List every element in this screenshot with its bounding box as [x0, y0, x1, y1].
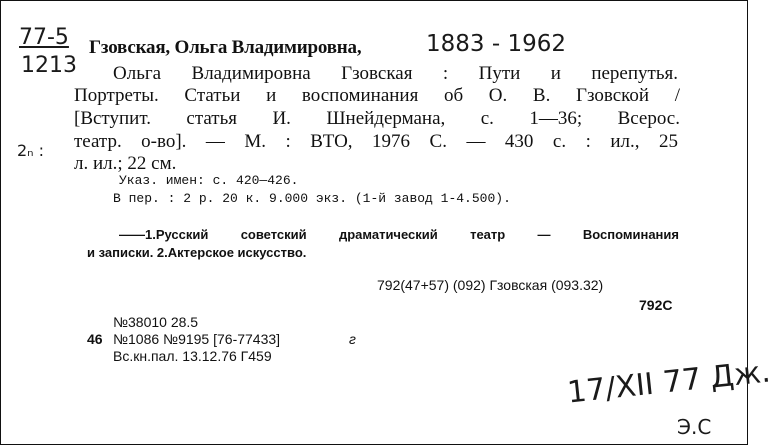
- body-line-3: [Вступит. статья И. Шнейдермана, с. 1—36; Всерос.: [74, 108, 680, 129]
- body-line-5: л. ил.; 22 см.: [74, 153, 177, 174]
- body-line-4: театр. о-во]. — М. : ВТО, 1976 С. — 430 с. : ил., 25: [74, 131, 678, 152]
- record-line-prefix: 46: [87, 331, 103, 347]
- body-line-1: Ольга Владимировна Гзовская : Пути и перепутья.: [113, 63, 678, 84]
- subjects-line-1: ——1.Русский советский драматический театр — Воспоминания: [119, 227, 679, 242]
- handwritten-initials: Э.С: [677, 415, 712, 439]
- handwritten-years: 1883 - 1962: [426, 31, 566, 57]
- handwritten-call-number-top: 77-5: [19, 25, 69, 50]
- classification: 792(47+57) (092) Гзовская (093.32): [377, 277, 604, 293]
- note-price: В пер. : 2 р. 20 к. 9.000 экз. (1-й завод 1-4.500).: [113, 191, 511, 206]
- record-mark: г: [349, 331, 356, 347]
- body-line-2: Портреты. Статьи и воспоминания об О. В. Гзовской /: [74, 85, 680, 106]
- record-number: №38010 28.5: [113, 314, 199, 330]
- handwritten-date-note: 17/XII 77 Дж.: [565, 354, 772, 411]
- card-heading: Гзовская, Ольга Владимировна,: [89, 37, 362, 58]
- handwritten-call-number-bottom: 1213: [21, 53, 77, 78]
- print-info: Вс.кн.пал. 13.12.76 Г459: [113, 348, 272, 364]
- record-line: №1086 №9195 [76-77433]: [113, 331, 281, 347]
- note-index: Указ. имен: с. 420—426.: [119, 173, 299, 188]
- classification-short: 792С: [639, 297, 673, 313]
- handwritten-margin-note: 2ₙ :: [17, 141, 45, 160]
- subjects-line-2: и записки. 2.Актерское искусство.: [87, 245, 307, 260]
